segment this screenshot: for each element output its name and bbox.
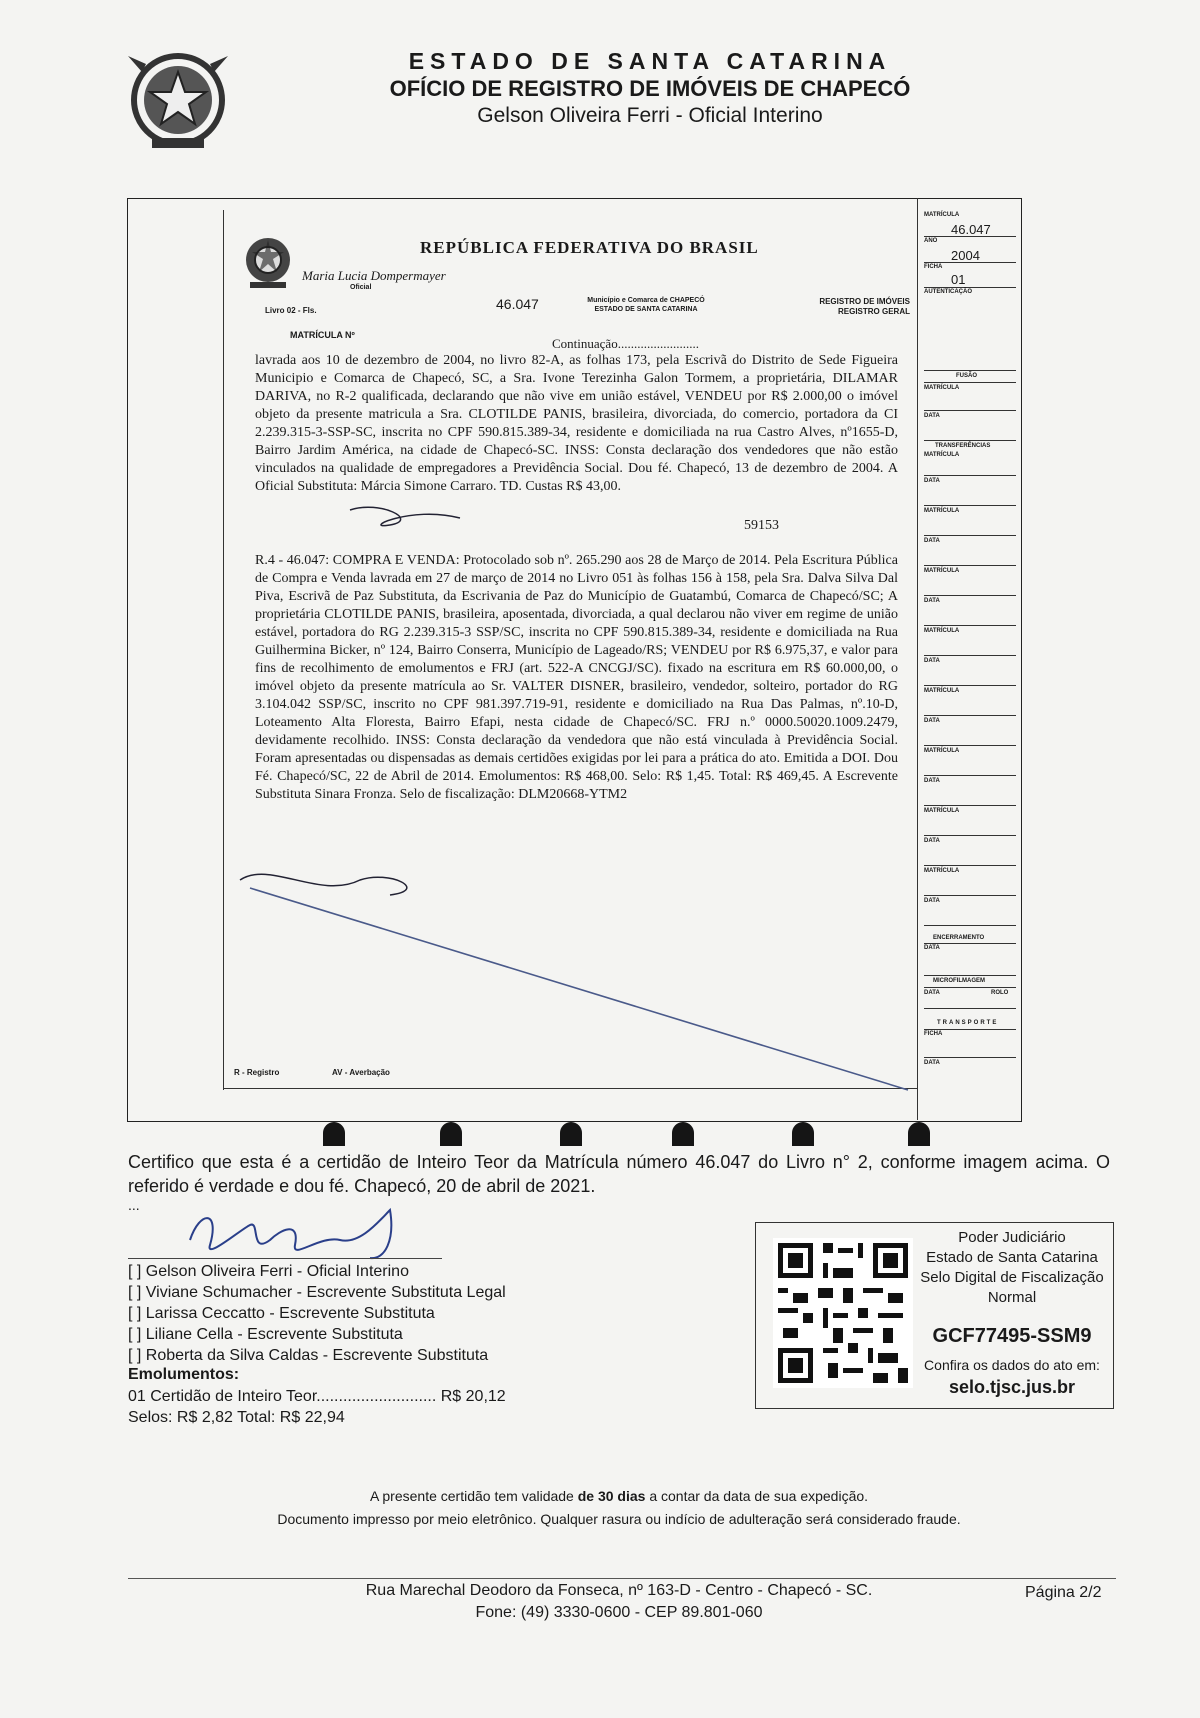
side-matricula-label: MATRÍCULA [924,568,960,574]
continuacao-label: Continuação......................... [552,336,699,351]
side-line [924,370,1016,371]
matricula-paragraph-1: lavrada aos 10 de dezembro de 2004, no livro 82-A, as folhas 173, pela Escrivã do Distrito de Sede Figueira Municipio e Comarca de Chapecó, SC, a Sra. Ivone Terezinha Galon Tormem, a proprietária, DILAMAR DARIVA, no R-2 qualificada, declarando que não vive em união estável, VENDEU por R$ 2.000,00 o imóvel objeto da presente matricula a Sra. CLOTILDE PANIS, brasileira, divorciada, do comercio, portadora da CI 2.239.315-3-SSP-SC, inscrita no CPF 590.815.389-34, residente e domiciliada na rua Castro Alves, nº1655-D, Bairro Jardim América, na cidade de Chapecó-SC. INSS: Consta declaração dos vendedores que não estão vinculados na qualidade de empregadores a Previdência Social. Dou fé. Chapecó, 13 de dezembro de 2004. A Oficial Substituta: Márcia Simone Carraro. TD. Custas R$ 43,00. [255,353,898,494]
republic-title: REPÚBLICA FEDERATIVA DO BRASIL [420,238,759,257]
staff-line: [ ] Roberta da Silva Caldas - Escrevente Substituta [128,1347,489,1364]
punch-hole [440,1122,462,1146]
cancel-diagonal-line [230,500,920,1100]
side-matricula-label: MATRÍCULA [924,868,960,874]
side-line [924,410,1016,411]
signature-line [128,1258,442,1259]
side-matricula-label: MATRÍCULA [924,748,960,754]
side-encerramento-label: ENCERRAMENTO [933,935,985,941]
punch-hole [672,1122,694,1146]
handwritten-signature [180,1200,420,1270]
side-line [924,595,1016,596]
side-line [924,895,1016,896]
side-data-label: DATA [924,945,940,951]
side-line [924,382,1016,383]
side-autenticacao-label: AUTENTICAÇÃO [924,289,972,295]
staff-line: [ ] Liliane Cella - Escrevente Substituta [128,1326,403,1343]
registro-line1: REGISTRO DE IMÓVEIS [819,297,910,306]
side-data-label: DATA [924,598,940,604]
qr-code-icon[interactable] [773,1238,913,1388]
punch-hole [908,1122,930,1146]
selos-line: Selos: R$ 2,82 Total: R$ 22,94 [128,1409,345,1426]
side-data-label: DATA [924,778,940,784]
side-line [924,775,1016,776]
side-line [924,287,1016,288]
officer-name: Gelson Oliveira Ferri - Oficial Interino [477,104,823,127]
side-data-label: DATA [924,990,940,996]
side-transporte-label: TRANSPORTE [937,1020,999,1026]
side-line [924,943,1016,944]
oficial-label: Oficial [350,284,372,291]
averbacao-legend: AV - Averbação [332,1068,390,1077]
side-line [924,1008,1016,1009]
oficial-signature-name: Maria Lucia Dompermayer [302,268,446,283]
seal-line1: Poder Judiciário [958,1229,1066,1246]
side-line [924,440,1016,441]
punch-hole [560,1122,582,1146]
side-matricula-label: MATRÍCULA [924,688,960,694]
side-data-label: DATA [924,838,940,844]
footer-address: Rua Marechal Deodoro da Fonseca, nº 163-D - Centro - Chapecó - SC. [365,1582,873,1599]
punch-hole [323,1122,345,1146]
seal-code: GCF77495-SSM9 [932,1325,1092,1347]
seal-confira: Confira os dados do ato em: [924,1357,1100,1373]
side-data-label: DATA [924,1060,940,1066]
side-data-label: DATA [924,413,940,419]
side-line [924,975,1016,976]
side-data-label: DATA [924,658,940,664]
registro-line2: REGISTRO GERAL [837,307,910,316]
side-line [924,865,1016,866]
municipio-line1: Município e Comarca de CHAPECÓ [587,297,705,304]
side-fusao-label: FUSÃO [956,373,977,379]
validade-post: a contar da data de sua expedição. [645,1488,869,1504]
municipio-line2: ESTADO DE SANTA CATARINA [594,306,698,313]
matricula-paragraph-r4: R.4 - 46.047: COMPRA E VENDA: Protocolado sob nº. 265.290 aos 28 de Março de 2014. Pela Escritura Pública de Compra e Venda lavrada em 27 de março de 2014 no Livro 051 às folhas 156 à 158, pela Sra. Dalva Silva Dal Piva, Escrivã de Paz Substituta, da Escrivania de Paz do Município de Guatambú, Comarca de Chapecó/SC; A proprietária CLOTILDE PANIS, brasileira, aposentada, divorciada, a qual declarou não viver em regime de união estável, portadora do RG 2.239.315-3 SSP/SC, inscrita no CPF 590.815.389-34, residente e domiciliada na Rua Guilhermina Bicker, nº 124, Bairro Conserra, Município de Lageado/RS; VENDEU por R$ 6.975,37, e valor para fins de recolhimento de emolumentos e FRJ (art. 522-A CNCGJ/SC). fixado na escritura em R$ 60.000,00, o imóvel objeto da presente matrícula ao Sr. VALTER DISNER, brasileiro, vendedor, solteiro, portador do RG 3.104.042 SSP/SC, inscrito no CPF 981.397.719-91, residente e domiciliado na Rua Das Palmas, nº.10-D, Loteamento Alta Floresta, Bairro Efapi, nesta cidade de Chapecó/SC. FRJ n.º 0000.50020.1009.2479, devidamente recolhido. INSS: Consta declaração da vendedora que não está vinculada à Previdência Social. Foram apresentadas ou dispensadas as demais certidões exigidas por lei para a prática do ato. Emitida a DOI. Dou Fé. Chapecó/SC, 22 de Abril de 2014. Emolumentos: R$ 468,00. Selo: R$ 1,45. Total: R$ 469,45. A Escrevente Substituta Sinara Fronza. Selo de fiscalização: DLM20668-YTM2 [255,553,898,802]
side-line [924,535,1016,536]
side-matricula-label: MATRÍCULA [924,452,960,458]
emolumentos-line: 01 Certidão de Inteiro Teor........................... R$ 20,12 [128,1388,506,1405]
side-ficha-value: 01 [951,272,966,287]
footer-line [128,1578,1116,1579]
side-ficha-label: FICHA [924,1031,943,1037]
side-ficha-label: FICHA [924,264,943,270]
state-coat-of-arms-icon [122,42,234,154]
side-line [924,655,1016,656]
side-line [924,745,1016,746]
seal-line3: Selo Digital de Fiscalização [920,1269,1104,1286]
matricula-number: 46.047 [496,296,539,312]
side-line [924,925,1016,926]
side-column [921,200,1020,1120]
seal-line4: Normal [987,1289,1037,1306]
side-line [924,475,1016,476]
side-line [924,835,1016,836]
validade-bold: de 30 dias [577,1488,646,1504]
validade-pre: A presente certidão tem validade [369,1488,578,1504]
staff-line: [ ] Viviane Schumacher - Escrevente Substituta Legal [128,1284,506,1301]
side-data-label: DATA [924,898,940,904]
side-line [924,625,1016,626]
side-line [924,715,1016,716]
registro-legend: R - Registro [234,1068,280,1077]
livro-label: Livro 02 - Fls. [265,306,317,315]
side-data-label: DATA [924,538,940,544]
emolumentos-title: Emolumentos: [128,1366,240,1383]
side-ano-label: ANO [924,238,938,244]
registro-label [770,297,910,317]
side-data-label: DATA [924,718,940,724]
staff-line: [ ] Gelson Oliveira Ferri - Oficial Interino [128,1263,409,1280]
side-matricula-label: MATRÍCULA [924,808,960,814]
republic-coat-of-arms-icon [240,232,296,292]
staff-line: [ ] Larissa Ceccatto - Escrevente Substituta [128,1305,435,1322]
side-column-divider [917,198,919,1120]
seal-line2: Estado de Santa Catarina [926,1249,1098,1266]
side-line [924,565,1016,566]
side-line [924,987,1016,988]
side-transferencias-label: TRANSFERÊNCIAS [935,443,991,449]
municipio-label [556,296,736,314]
side-ano-value: 2004 [951,248,980,263]
side-matricula-label: MATRÍCULA [924,212,960,218]
footer-phone: Fone: (49) 3330-0600 - CEP 89.801-060 [475,1604,763,1621]
side-line [924,505,1016,506]
side-matricula-value: 46.047 [951,222,991,237]
side-rolo-label: ROLO [991,990,1009,996]
office-title: OFÍCIO DE REGISTRO DE IMÓVEIS DE CHAPECÓ [389,76,911,101]
side-matricula-label: MATRÍCULA [924,508,960,514]
handwritten-mark: 59153 [744,518,779,533]
side-matricula-label: MATRÍCULA [924,628,960,634]
state-title: ESTADO DE SANTA CATARINA [408,48,892,74]
certification-text: Certifico que esta é a certidão de Inteiro Teor da Matrícula número 46.047 do Livro n° 2, conforme imagem acima. O referido é verdade e dou fé. Chapecó, 20 de abril de 2021. [128,1152,1110,1196]
side-line [924,262,1016,263]
page-number: Página 2/2 [1025,1584,1102,1601]
side-line [924,236,1016,237]
side-microfilmagem-label: MICROFILMAGEM [933,978,985,984]
side-matricula-label: MATRÍCULA [924,385,960,391]
side-line [924,1029,1016,1030]
side-line [924,685,1016,686]
matricula-no-label: MATRÍCULA Nº [290,330,355,340]
side-data-label: DATA [924,478,940,484]
side-line [924,1057,1016,1058]
certification-dots: ... [128,1197,140,1213]
seal-url-link[interactable]: selo.tjsc.jus.br [948,1377,1076,1397]
punch-hole [792,1122,814,1146]
impresso-notice: Documento impresso por meio eletrônico. Qualquer rasura ou indício de adulteração será considerado fraude. [277,1511,961,1527]
validade-notice [128,1488,1110,1504]
side-line [924,805,1016,806]
